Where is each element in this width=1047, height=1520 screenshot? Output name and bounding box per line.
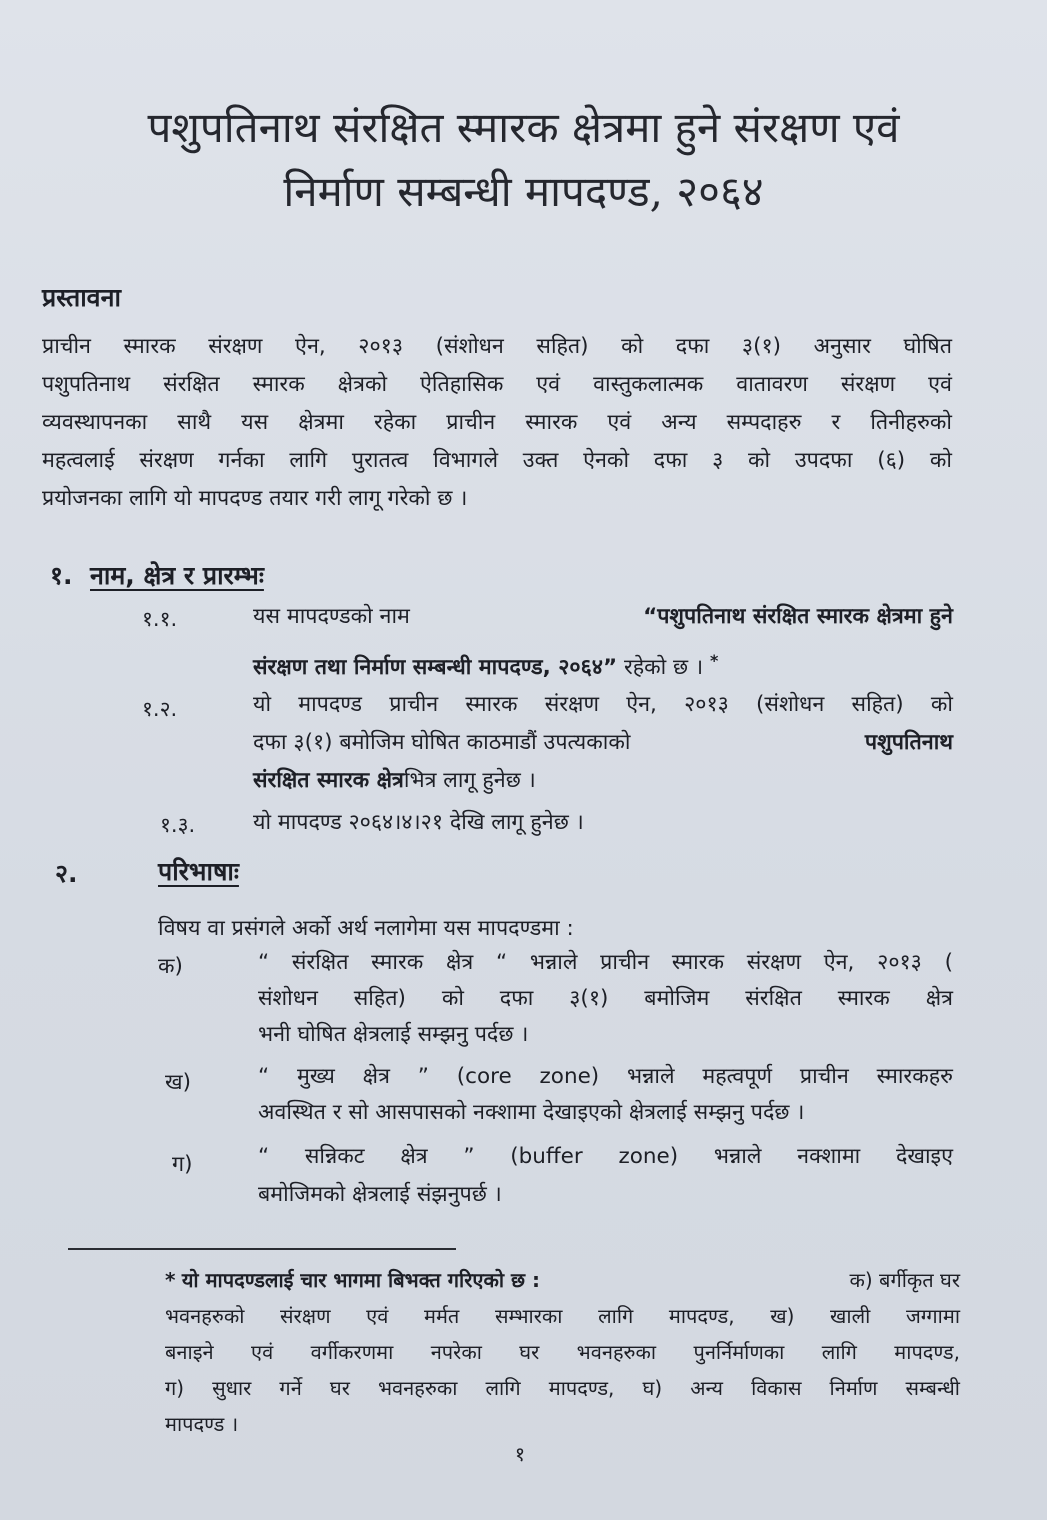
document-title-line-2: निर्माण सम्बन्धी मापदण्ड, २०६४ xyxy=(283,167,764,216)
footnote-line-5: मापदण्ड । xyxy=(165,1412,239,1436)
definition-ka-line-3: भनी घोषित क्षेत्रलाई सम्झनु पर्दछ । xyxy=(258,1022,529,1047)
footnote-line-3: बनाइने एवं वर्गीकरणमा नपरेका घर भवनहरुका पुनर्निर्माणका लागि मापदण्ड, xyxy=(165,1340,960,1364)
definition-ga-label: ग) xyxy=(172,1152,193,1177)
section-2-heading: परिभाषाः xyxy=(158,857,239,886)
item-1-2-line-2-pre: दफा ३(१) बमोजिम घोषित काठमाडौं उपत्यकाको xyxy=(253,730,631,755)
section-1-number: १. xyxy=(50,561,73,590)
item-1-1-line-2-bold: संरक्षण तथा निर्माण सम्बन्धी मापदण्ड, २०६४” xyxy=(253,655,618,681)
item-1-2-line-3 xyxy=(253,762,536,800)
footnote-line-1-post: क) बर्गीकृत घर xyxy=(849,1268,960,1292)
footnote-line-1 xyxy=(165,1262,960,1298)
footnote-line-4: ग) सुधार गर्ने घर भवनहरुका लागि मापदण्ड, घ) अन्य विकास निर्माण सम्बन्धी xyxy=(165,1376,960,1400)
item-1-2-line-3-post: भित्र लागू हुनेछ । xyxy=(403,768,536,793)
footnote-bold: यो मापदण्डलाई चार भागमा बिभक्त गरिएको छ : xyxy=(181,1268,540,1292)
item-1-1-number: १.१. xyxy=(142,607,178,631)
preamble-heading: प्रस्तावना xyxy=(42,283,121,312)
definition-ga-line-1: “ सन्निकट क्षेत्र ” (buffer zone) भन्नाले नक्शामा देखाइए xyxy=(258,1144,953,1169)
item-1-2-line-2-bold: पशुपतिनाथ xyxy=(864,730,953,755)
item-1-1-line-1 xyxy=(253,598,953,636)
section-2-intro: विषय वा प्रसंगले अर्को अर्थ नलागेमा यस मापदण्डमा : xyxy=(158,916,574,941)
item-1-1-line-2-post: रहेको छ । xyxy=(623,655,704,681)
definition-ka-label: क) xyxy=(158,954,183,979)
definition-ga-line-2: बमोजिमको क्षेत्रलाई संझनुपर्छ । xyxy=(258,1182,502,1207)
item-1-1-line-2 xyxy=(253,642,718,687)
item-1-3-number: १.३. xyxy=(160,813,196,837)
item-1-2-line-2 xyxy=(253,724,953,762)
preamble-line-3: व्यवस्थापनका साथै यस क्षेत्रमा रहेका प्राचीन स्मारक एवं अन्य सम्पदाहरु र तिनीहरुको xyxy=(42,410,952,435)
section-1-heading: नाम, क्षेत्र र प्रारम्भः xyxy=(90,561,264,590)
item-1-2-line-3-bold: संरक्षित स्मारक क्षेत्र xyxy=(253,768,404,793)
item-1-2-number: १.२. xyxy=(142,697,178,721)
definition-ka-line-2: संशोधन सहित) को दफा ३(१) बमोजिम संरक्षित स्मारक क्षेत्र xyxy=(258,986,953,1011)
preamble-line-5: प्रयोजनका लागि यो मापदण्ड तयार गरी लागू गरेको छ । xyxy=(42,486,468,511)
footnote-star: * xyxy=(165,1268,176,1292)
section-2-number: २. xyxy=(55,859,78,888)
document-title-line-1: पशुपतिनाथ संरक्षित स्मारक क्षेत्रमा हुने संरक्षण एवं xyxy=(147,103,900,152)
definition-kha-label: ख) xyxy=(165,1070,191,1095)
preamble-line-2: पशुपतिनाथ संरक्षित स्मारक क्षेत्रको ऐतिहासिक एवं वास्तुकलात्मक वातावरण संरक्षण एवं xyxy=(42,372,952,397)
preamble-line-4: महत्वलाई संरक्षण गर्नका लागि पुरातत्व विभागले उक्त ऐनको दफा ३ को उपदफा (६) को xyxy=(42,448,952,473)
definition-kha-line-1: “ मुख्य क्षेत्र ” (core zone) भन्नाले महत्वपूर्ण प्राचीन स्मारकहरु xyxy=(258,1064,953,1089)
footnote-line-2: भवनहरुको संरक्षण एवं मर्मत सम्भारका लागि मापदण्ड, ख) खाली जग्गामा xyxy=(165,1304,960,1328)
item-1-3-line-1: यो मापदण्ड २०६४।४।२१ देखि लागू हुनेछ । xyxy=(253,810,584,835)
page-number: १ xyxy=(514,1442,526,1466)
footnote-separator xyxy=(68,1248,456,1250)
preamble-line-1: प्राचीन स्मारक संरक्षण ऐन, २०१३ (संशोधन सहित) को दफा ३(१) अनुसार घोषित xyxy=(42,334,952,359)
item-1-1-text-bold: “पशुपतिनाथ संरक्षित स्मारक क्षेत्रमा हुने xyxy=(643,604,953,629)
item-1-2-line-1: यो मापदण्ड प्राचीन स्मारक संरक्षण ऐन, २०१३ (संशोधन सहित) को xyxy=(253,692,953,717)
definition-ka-line-1: “ संरक्षित स्मारक क्षेत्र “ भन्नाले प्राचीन स्मारक संरक्षण ऐन, २०१३ ( xyxy=(258,950,953,975)
footnote-marker-star: * xyxy=(709,651,719,670)
item-1-1-text-pre: यस मापदण्डको नाम xyxy=(253,604,410,629)
definition-kha-line-2: अवस्थित र सो आसपासको नक्शामा देखाइएको क्षेत्रलाई सम्झनु पर्दछ । xyxy=(258,1100,805,1125)
